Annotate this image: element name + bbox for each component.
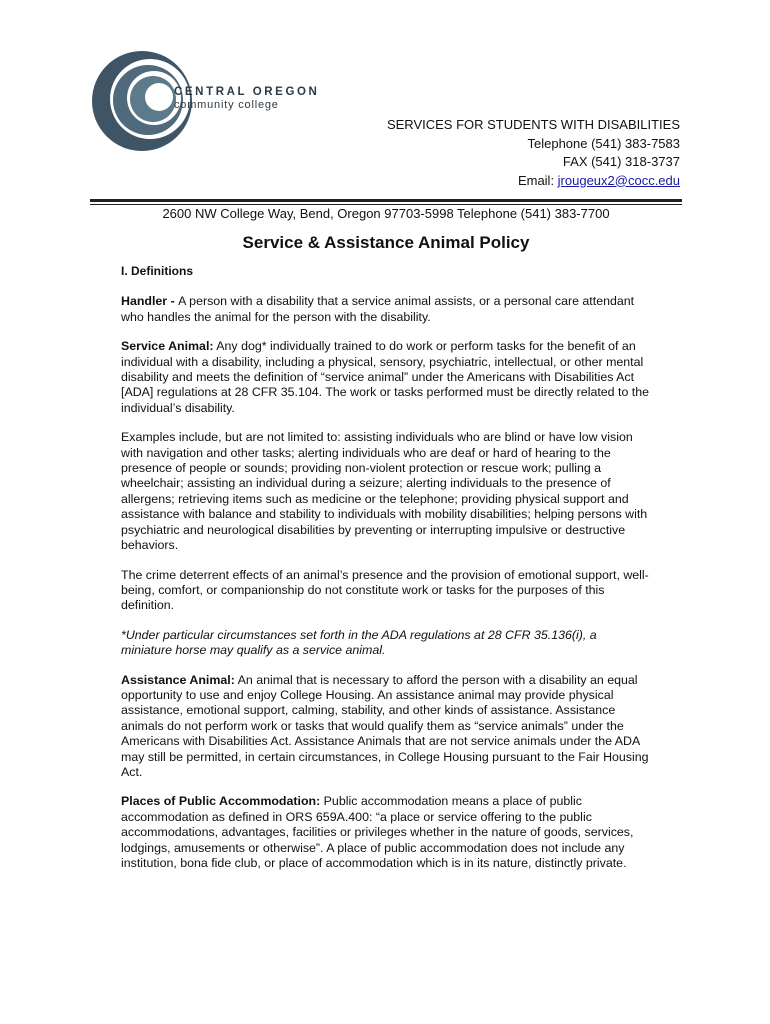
header-rule-thin bbox=[90, 204, 682, 205]
service-animal-term: Service Animal: bbox=[121, 339, 214, 354]
document-body bbox=[121, 264, 651, 885]
crime-deterrent-paragraph: The crime deterrent effects of an animal’s presence and the provision of emotional support, well-being, comfort, or companionship do not constitute work or tasks for the purposes of this definition. bbox=[121, 567, 649, 613]
contact-block bbox=[387, 116, 680, 190]
section-heading: I. Definitions bbox=[121, 264, 193, 278]
public-accommodation-text: Public accommodation means a place of public accommodation as defined in ORS 659A.400: “a place or service offering to the public accommodations, advantages, facilities or privileges whether in the nature of goods, services, lodgings, amusements or otherwise”. A place of public accommodation does not include any institution, bona fide club, or place of accommodation which is in its nature, distinctly private. bbox=[121, 794, 634, 870]
public-accommodation-definition bbox=[121, 794, 651, 871]
assistance-animal-term: Assistance Animal: bbox=[121, 672, 235, 687]
telephone: Telephone (541) 383-7583 bbox=[527, 135, 680, 151]
assistance-animal-definition bbox=[121, 673, 651, 781]
public-accommodation-term: Places of Public Accommodation: bbox=[121, 794, 321, 809]
service-animal-text: Any dog* individually trained to do work or perform tasks for the benefit of an individual with a disability, including a physical, sensory, psychiatric, intellectual, or other mental disability and meets the definition of “service animal” under the Americans with Disabilities Act [ADA] regulations at 28 CFR 35.104. The work or tasks performed must be directly related to the individual’s disability. bbox=[121, 339, 649, 415]
handler-term: Handler - bbox=[121, 294, 179, 309]
header-rule-thick bbox=[90, 199, 682, 202]
assistance-animal-text: An animal that is necessary to afford the person with a disability an equal opportunity to use and enjoy College Housing. An assistance animal may provide physical assistance, emotional support, calming, stability, and other kinds of assistance. Assistance animals do not perform work or tasks that would qualify them as “service animals” under the Americans with Disabilities Act. Assistance Animals that are not service animals under the ADA may still be permitted, in certain circumstances, in College Housing pursuant to the Fair Housing Act. bbox=[121, 672, 649, 779]
college-logo bbox=[90, 46, 330, 156]
email-link[interactable]: jrougeux2@cocc.edu bbox=[557, 172, 680, 188]
address-line: 2600 NW College Way, Bend, Oregon 97703-5998 Telephone (541) 383-7700 bbox=[162, 206, 610, 221]
office-name: SERVICES FOR STUDENTS WITH DISABILITIES bbox=[386, 117, 680, 132]
logo-name: CENTRAL OREGON bbox=[174, 86, 320, 98]
miniature-horse-footnote: *Under particular circumstances set forth in the ADA regulations at 28 CFR 35.136(i), a miniature horse may qualify as a service animal. bbox=[121, 627, 597, 658]
logo-subtitle: community college bbox=[174, 99, 279, 111]
fax: FAX (541) 318-3737 bbox=[562, 154, 680, 169]
page-title: Service & Assistance Animal Policy bbox=[242, 233, 530, 252]
email-label: Email: bbox=[517, 172, 558, 188]
handler-text: A person with a disability that a service animal assists, or a personal care attendant who handles the animal for the person with the disability. bbox=[121, 294, 635, 324]
email-line bbox=[387, 172, 680, 191]
service-animal-definition bbox=[121, 339, 651, 416]
examples-paragraph: Examples include, but are not limited to: assisting individuals who are blind or have low vision with navigation and other tasks; alerting individuals who are deaf or hard of hearing to the presence of people or sounds; providing non-violent protection or rescue work; pulling a wheelchair; assisting an individual during a seizure; alerting individuals to the presence of allergens; retrieving items such as medicine or the telephone; providing physical support and assistance with balance and stability to individuals with mobility disabilities; helping persons with psychiatric and neurological disabilities by preventing or interrupting impulsive or destructive behaviors. bbox=[121, 430, 648, 553]
handler-definition bbox=[121, 294, 651, 325]
